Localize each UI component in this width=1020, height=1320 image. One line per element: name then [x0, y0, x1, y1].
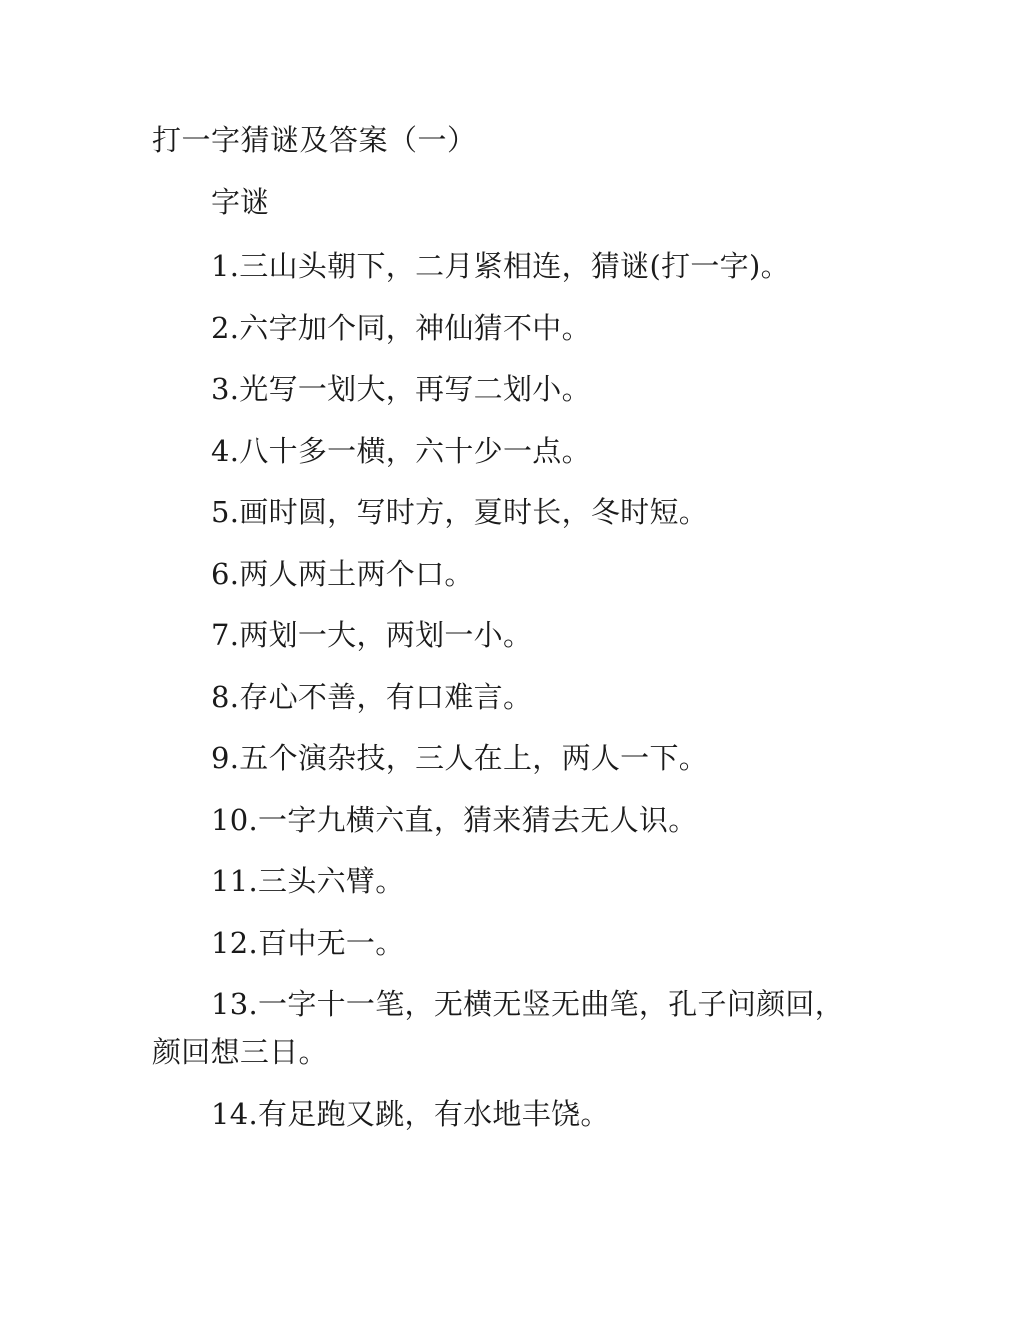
riddle-list	[152, 242, 872, 1151]
riddle-item: 8.存心不善，有口难言。	[211, 679, 533, 714]
riddle-item: 6.两人两土两个口。	[211, 556, 474, 591]
riddle-item: 1.三山头朝下，二月紧相连，猜谜(打一字)。	[211, 249, 790, 283]
riddle-item: 11.三头六臂。	[211, 864, 405, 898]
riddle-item: 7.两划一大，两划一小。	[211, 618, 533, 652]
riddle-item: 2.六字加个同，神仙猜不中。	[211, 310, 591, 345]
riddle-item: 5.画时圆，写时方，夏时长，冬时短。	[211, 495, 709, 529]
riddle-item: 10.一字九横六直，猜来猜去无人识。	[211, 802, 698, 837]
document-title: 打一字猜谜及答案（一）	[152, 123, 477, 157]
riddle-item: 4.八十多一横，六十少一点。	[211, 433, 591, 468]
riddle-item: 12.百中无一。	[211, 925, 405, 960]
riddle-item: 13.一字十一笔，无横无竖无曲笔，孔子问颜回，颜回想三日。	[152, 987, 845, 1069]
section-heading: 字谜	[211, 185, 270, 219]
riddle-item: 14.有足跑又跳，有水地丰饶。	[211, 1096, 610, 1131]
riddle-item: 9.五个演杂技，三人在上，两人一下。	[211, 741, 709, 775]
riddle-item: 3.光写一划大，再写二划小。	[211, 372, 591, 406]
